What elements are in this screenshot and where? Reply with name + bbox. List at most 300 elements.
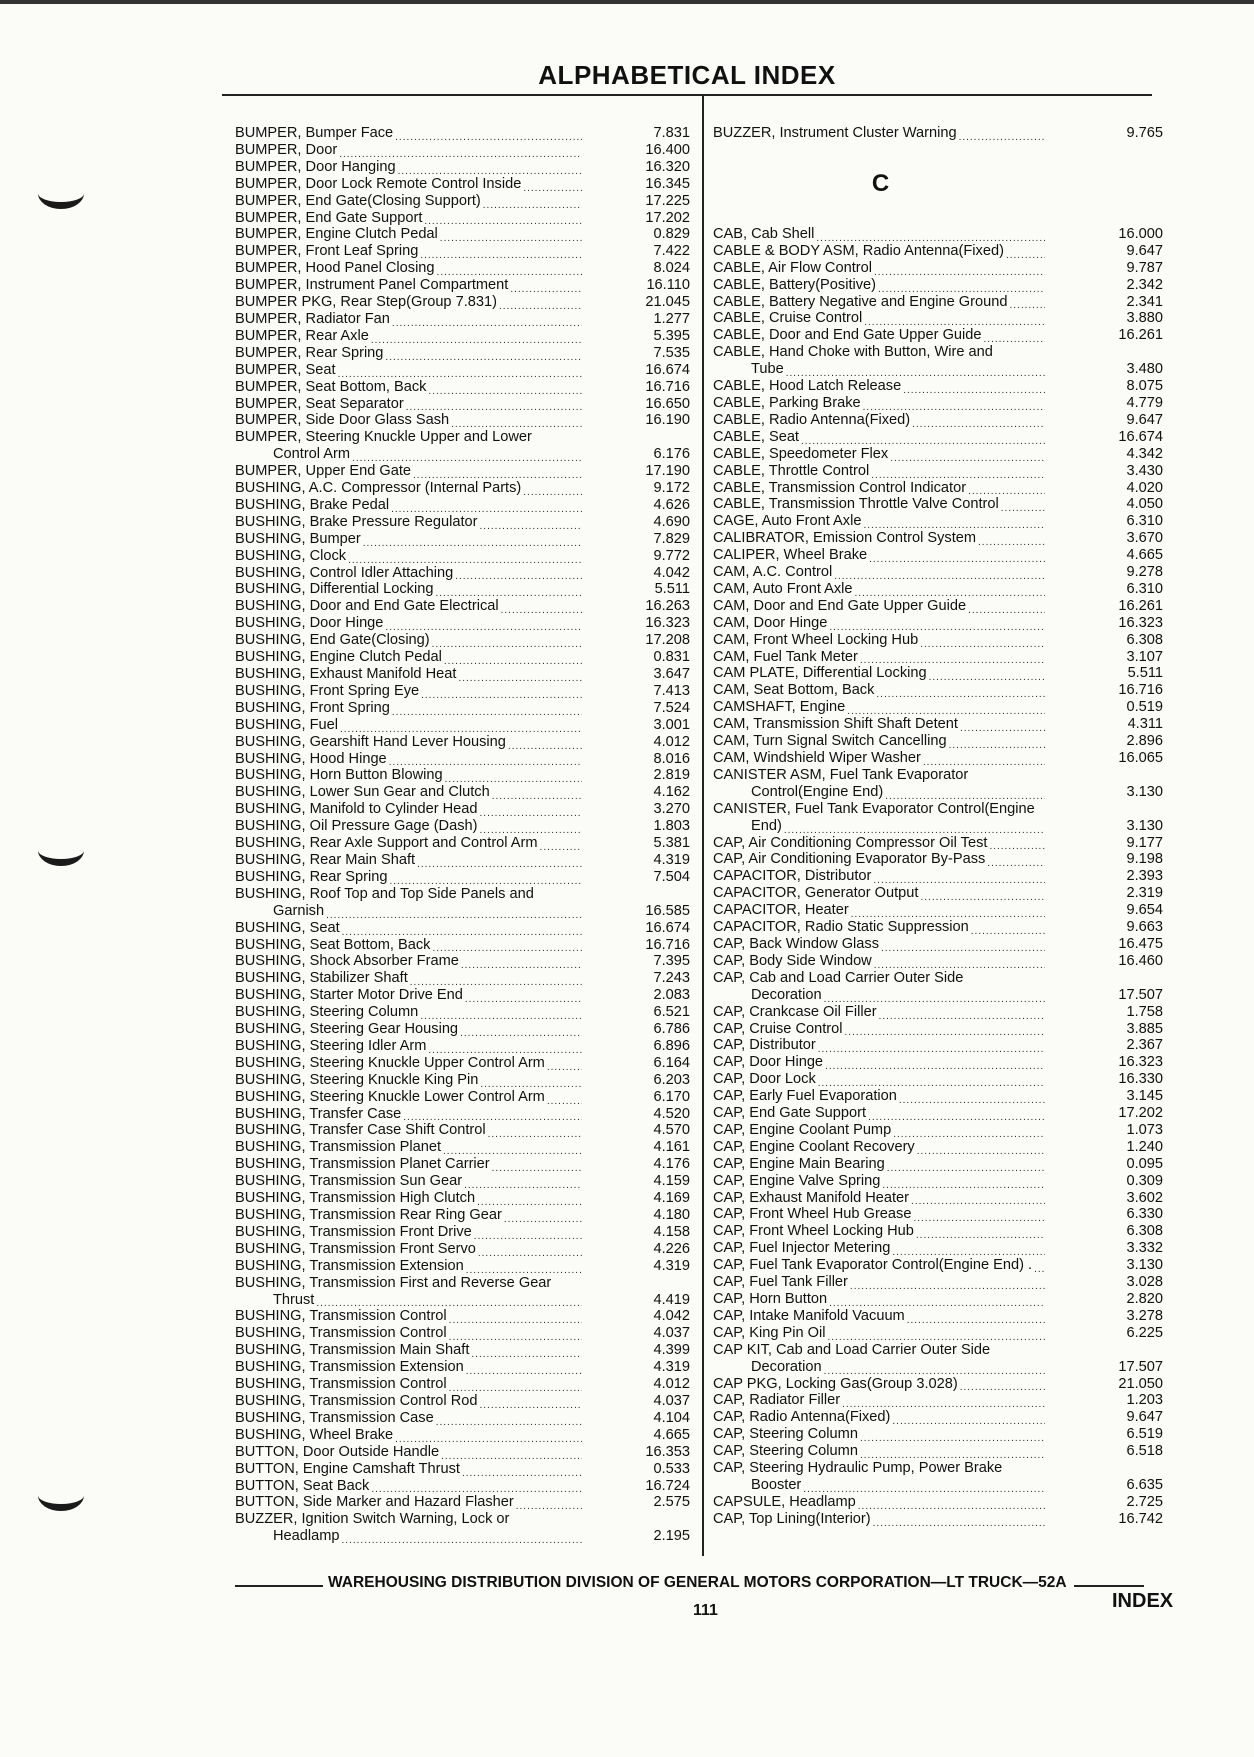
entry-row bbox=[713, 1494, 1163, 1511]
entry-label: CAP, Body Side Window bbox=[713, 952, 872, 969]
index-entry bbox=[235, 1156, 690, 1173]
dot-leader bbox=[421, 686, 582, 700]
entry-label: CANISTER, Fuel Tank Evaporator Control(Engine bbox=[713, 800, 1035, 817]
entry-row bbox=[235, 987, 690, 1004]
entry-page-number: 7.243 bbox=[653, 970, 690, 987]
entry-page-number: 2.725 bbox=[1126, 1493, 1163, 1510]
entry-row bbox=[713, 1392, 1163, 1409]
dot-leader bbox=[873, 871, 1045, 885]
header-rule bbox=[222, 94, 1152, 96]
entry-label: CABLE, Door and End Gate Upper Guide bbox=[713, 327, 982, 344]
entry-page-number: 6.176 bbox=[653, 446, 690, 463]
dot-leader bbox=[899, 1091, 1045, 1105]
entry-row bbox=[713, 1240, 1163, 1257]
entry-row bbox=[235, 396, 690, 413]
entry-row bbox=[713, 1376, 1163, 1393]
entry-label: BUMPER, Seat bbox=[235, 361, 336, 378]
dot-leader bbox=[903, 381, 1045, 395]
entry-row bbox=[713, 750, 1163, 767]
dot-leader bbox=[959, 128, 1045, 142]
dot-leader bbox=[465, 990, 582, 1004]
entry-row bbox=[235, 970, 690, 987]
entry-row bbox=[713, 1004, 1163, 1021]
index-column-right bbox=[713, 125, 1163, 1528]
dot-leader bbox=[949, 736, 1045, 750]
entry-page-number: 3.880 bbox=[1126, 310, 1163, 327]
index-entry bbox=[713, 902, 1163, 919]
dot-leader bbox=[338, 365, 582, 379]
entry-page-number: 4.037 bbox=[653, 1392, 690, 1409]
entry-page-number: 6.203 bbox=[653, 1071, 690, 1088]
entry-row bbox=[235, 1089, 690, 1106]
entry-label: CAM, A.C. Control bbox=[713, 564, 833, 581]
index-entry bbox=[713, 226, 1163, 243]
dot-leader bbox=[371, 331, 582, 345]
entry-row bbox=[713, 936, 1163, 953]
dot-leader bbox=[876, 685, 1045, 699]
dot-leader bbox=[834, 567, 1045, 581]
entry-page-number: 16.716 bbox=[645, 378, 690, 395]
entry-label: BUMPER, Engine Clutch Pedal bbox=[235, 226, 438, 243]
dot-leader bbox=[464, 1176, 582, 1190]
dot-leader bbox=[540, 838, 582, 852]
entry-label: BUTTON, Door Outside Handle bbox=[235, 1443, 440, 1460]
entry-row bbox=[235, 801, 690, 818]
entry-label: BUMPER PKG, Rear Step(Group 7.831) bbox=[235, 294, 497, 311]
entry-row bbox=[235, 683, 690, 700]
dot-leader bbox=[816, 229, 1045, 243]
index-entry bbox=[713, 260, 1163, 277]
index-entry bbox=[235, 1139, 690, 1156]
entry-row bbox=[713, 1173, 1163, 1190]
dot-leader bbox=[428, 1041, 582, 1055]
index-entry bbox=[235, 1173, 690, 1190]
dot-leader bbox=[342, 923, 582, 937]
entry-row bbox=[235, 345, 690, 362]
index-entry bbox=[713, 395, 1163, 412]
entry-row bbox=[713, 615, 1163, 632]
entry-page-number: 6.519 bbox=[1126, 1426, 1163, 1443]
entry-label: CAM, Transmission Shift Shaft Detent bbox=[713, 716, 958, 733]
section-label: INDEX bbox=[1112, 1590, 1174, 1612]
entry-label: CAP, Cruise Control bbox=[713, 1020, 843, 1037]
index-entry bbox=[713, 1206, 1163, 1223]
dot-leader bbox=[371, 1480, 582, 1494]
index-entry bbox=[235, 767, 690, 784]
entry-row bbox=[713, 868, 1163, 885]
index-entry bbox=[235, 734, 690, 751]
index-entry bbox=[713, 463, 1163, 480]
entry-row bbox=[235, 1139, 690, 1156]
dot-leader bbox=[1001, 499, 1045, 513]
index-entry bbox=[713, 1325, 1163, 1342]
entry-page-number: 6.164 bbox=[653, 1054, 690, 1071]
index-column-right-top bbox=[713, 125, 1163, 142]
entry-row bbox=[713, 378, 1163, 395]
entry-page-number: 3.278 bbox=[1126, 1307, 1163, 1324]
entry-label: BUMPER, End Gate(Closing Support) bbox=[235, 192, 481, 209]
index-entry bbox=[235, 176, 690, 193]
entry-page-number: 9.772 bbox=[653, 547, 690, 564]
entry-row bbox=[713, 987, 1163, 1004]
index-entry bbox=[713, 1426, 1163, 1443]
dot-leader bbox=[424, 212, 582, 226]
entry-row bbox=[713, 682, 1163, 699]
entry-label: BUSHING, Starter Motor Drive End bbox=[235, 987, 463, 1004]
index-entry bbox=[713, 1511, 1163, 1528]
entry-label: CABLE, Parking Brake bbox=[713, 394, 861, 411]
entry-page-number: 9.647 bbox=[1126, 1409, 1163, 1426]
dot-leader bbox=[873, 1514, 1045, 1528]
entry-label: BUSHING, Stabilizer Shaft bbox=[235, 970, 408, 987]
entry-label: BUMPER, Rear Spring bbox=[235, 344, 384, 361]
dot-leader bbox=[842, 1395, 1045, 1409]
dot-leader bbox=[863, 398, 1045, 412]
index-entry bbox=[235, 666, 690, 683]
entry-row bbox=[713, 1122, 1163, 1139]
entry-label: BUSHING, Control Idler Attaching bbox=[235, 564, 454, 581]
entry-page-number: 9.198 bbox=[1126, 851, 1163, 868]
index-entry bbox=[235, 1021, 690, 1038]
entry-page-number: 4.042 bbox=[653, 564, 690, 581]
dot-leader bbox=[492, 787, 582, 801]
entry-row bbox=[235, 1190, 690, 1207]
entry-label: CABLE, Transmission Control Indicator bbox=[713, 479, 967, 496]
index-entry bbox=[235, 1478, 690, 1495]
entry-label-continued: Decoration bbox=[751, 986, 822, 1003]
dot-leader bbox=[488, 1125, 582, 1139]
entry-row bbox=[235, 1461, 690, 1478]
dot-leader bbox=[352, 449, 582, 463]
dot-leader bbox=[510, 280, 582, 294]
dot-leader bbox=[445, 770, 582, 784]
entry-row bbox=[235, 1106, 690, 1123]
index-entry bbox=[713, 733, 1163, 750]
dot-leader bbox=[871, 466, 1045, 480]
entry-row bbox=[235, 818, 690, 835]
index-entry bbox=[713, 530, 1163, 547]
entry-label: CALIBRATOR, Emission Control System bbox=[713, 530, 977, 547]
index-entry bbox=[235, 1190, 690, 1207]
entry-page-number: 4.311 bbox=[1127, 716, 1163, 733]
entry-label: CABLE, Transmission Throttle Valve Control bbox=[713, 496, 999, 513]
index-entry bbox=[235, 1038, 690, 1055]
entry-page-number: 4.180 bbox=[653, 1207, 690, 1223]
entry-page-number: 2.393 bbox=[1126, 868, 1163, 885]
entry-page-number: 9.647 bbox=[1126, 411, 1163, 428]
index-entry bbox=[713, 581, 1163, 598]
dot-leader bbox=[466, 1261, 582, 1275]
entry-row bbox=[235, 666, 690, 683]
entry-label: BUSHING, Rear Axle Support and Control Arm bbox=[235, 835, 538, 852]
dot-leader bbox=[413, 466, 582, 480]
entry-page-number: 6.308 bbox=[1126, 1223, 1163, 1240]
dot-leader bbox=[860, 1446, 1045, 1460]
index-entry bbox=[235, 818, 690, 835]
dot-leader bbox=[879, 1007, 1045, 1021]
dot-leader bbox=[885, 787, 1045, 801]
entry-label: CAPACITOR, Heater bbox=[713, 902, 849, 919]
entry-label: CAP, Fuel Injector Metering bbox=[713, 1240, 891, 1257]
entry-label-continued: Control(Engine End) bbox=[751, 783, 884, 800]
entry-page-number: 3.647 bbox=[653, 666, 690, 682]
entry-page-number: 4.176 bbox=[653, 1156, 690, 1173]
entry-label: CAP, Radiator Filler bbox=[713, 1392, 841, 1409]
entry-row bbox=[235, 615, 690, 632]
entry-row bbox=[235, 1122, 690, 1139]
entry-label: BUSHING, Hood Hinge bbox=[235, 750, 387, 767]
entry-page-number: 16.323 bbox=[1118, 1054, 1163, 1071]
entry-label: CAP, King Pin Oil bbox=[713, 1324, 826, 1341]
entry-label: BUMPER, Side Door Glass Sash bbox=[235, 412, 450, 429]
entry-label: BUSHING, Roof Top and Top Side Panels and bbox=[235, 885, 534, 902]
dot-leader bbox=[477, 1193, 582, 1207]
entry-row bbox=[235, 1478, 690, 1495]
index-entry bbox=[713, 327, 1163, 344]
entry-label: CAPACITOR, Radio Static Suppression bbox=[713, 919, 969, 936]
entry-label: CAM, Fuel Tank Meter bbox=[713, 648, 858, 665]
dot-leader bbox=[339, 145, 582, 159]
entry-label: BUMPER, Instrument Panel Compartment bbox=[235, 277, 509, 294]
index-entry bbox=[713, 1291, 1163, 1308]
entry-label: BUMPER, Rear Axle bbox=[235, 327, 369, 344]
entry-label: BUMPER, Seat Bottom, Back bbox=[235, 378, 427, 395]
index-entry bbox=[713, 1257, 1163, 1274]
entry-label: CAP PKG, Locking Gas(Group 3.028) bbox=[713, 1375, 958, 1392]
entry-page-number: 16.353 bbox=[645, 1443, 690, 1460]
entry-page-number: 16.263 bbox=[645, 598, 690, 615]
entry-label: BUSHING, Transmission Front Servo bbox=[235, 1240, 476, 1257]
index-entry bbox=[235, 159, 690, 176]
dot-leader bbox=[920, 888, 1045, 902]
entry-label: BUMPER, Seat Separator bbox=[235, 395, 404, 412]
index-entry bbox=[713, 496, 1163, 513]
entry-page-number: 17.202 bbox=[645, 209, 690, 226]
entry-page-number: 7.395 bbox=[653, 953, 690, 970]
entry-row bbox=[713, 953, 1163, 970]
index-entry bbox=[235, 193, 690, 210]
entry-label-continued: Thrust bbox=[273, 1291, 315, 1308]
index-entry bbox=[235, 396, 690, 413]
entry-page-number: 16.674 bbox=[645, 361, 690, 378]
entry-page-number: 9.177 bbox=[1126, 834, 1163, 851]
entry-row bbox=[713, 1156, 1163, 1173]
entry-label: BUSHING, Transmission Extension bbox=[235, 1359, 464, 1376]
entry-label: BUSHING, Transmission High Clutch bbox=[235, 1190, 476, 1207]
dot-leader bbox=[440, 229, 582, 243]
entry-page-number: 7.831 bbox=[653, 125, 690, 141]
entry-label: CAP KIT, Cab and Load Carrier Outer Side bbox=[713, 1341, 991, 1358]
entry-row bbox=[235, 260, 690, 277]
entry-page-number: 5.395 bbox=[653, 327, 690, 344]
entry-page-number: 16.323 bbox=[1118, 614, 1163, 631]
index-entry bbox=[713, 1308, 1163, 1325]
dot-leader bbox=[929, 668, 1045, 682]
dot-leader bbox=[455, 567, 582, 581]
dot-leader bbox=[858, 1497, 1045, 1511]
index-entry bbox=[713, 446, 1163, 463]
index-entry bbox=[235, 125, 690, 142]
index-entry bbox=[713, 851, 1163, 868]
dot-leader bbox=[847, 702, 1045, 716]
entry-label: CALIPER, Wheel Brake bbox=[713, 547, 868, 564]
dot-leader bbox=[428, 382, 582, 396]
index-entry bbox=[713, 1139, 1163, 1156]
index-entry bbox=[235, 497, 690, 514]
index-entry bbox=[235, 970, 690, 987]
dot-leader bbox=[449, 1379, 582, 1393]
index-entry bbox=[713, 919, 1163, 936]
index-entry bbox=[235, 1122, 690, 1139]
index-entry bbox=[713, 513, 1163, 530]
index-entry bbox=[713, 1494, 1163, 1511]
dot-leader bbox=[784, 821, 1045, 835]
dot-leader bbox=[403, 1108, 582, 1122]
entry-label: CAP, Engine Coolant Pump bbox=[713, 1121, 892, 1138]
entry-label: BUTTON, Engine Camshaft Thrust bbox=[235, 1460, 460, 1477]
index-entry bbox=[235, 987, 690, 1004]
entry-label: BUSHING, Transmission Case bbox=[235, 1409, 434, 1426]
index-entry bbox=[235, 784, 690, 801]
dot-leader bbox=[829, 618, 1045, 632]
entry-page-number: 3.130 bbox=[1126, 817, 1163, 834]
dot-leader bbox=[316, 1294, 582, 1308]
index-entry bbox=[235, 1342, 690, 1359]
entry-label: BUMPER, Front Leaf Spring bbox=[235, 243, 419, 260]
entry-label: CAP, Distributor bbox=[713, 1037, 816, 1054]
entry-label: CABLE & BODY ASM, Radio Antenna(Fixed) bbox=[713, 242, 1004, 259]
index-entry bbox=[713, 1190, 1163, 1207]
dot-leader bbox=[845, 1023, 1045, 1037]
entry-row bbox=[713, 1443, 1163, 1460]
dot-leader bbox=[326, 906, 582, 920]
entry-label: CAB, Cab Shell bbox=[713, 225, 815, 242]
entry-label: CAP, Steering Column bbox=[713, 1426, 858, 1443]
entry-row bbox=[235, 125, 690, 142]
entry-row bbox=[235, 903, 690, 920]
entry-label: BUSHING, Wheel Brake bbox=[235, 1426, 394, 1443]
index-entry bbox=[713, 1122, 1163, 1139]
entry-row bbox=[235, 1207, 690, 1224]
entry-row bbox=[713, 1325, 1163, 1342]
index-entry bbox=[713, 1071, 1163, 1088]
entry-label: BUSHING, Steering Column bbox=[235, 1004, 419, 1021]
index-entry bbox=[713, 1392, 1163, 1409]
entry-label: CAP, Engine Coolant Recovery bbox=[713, 1138, 915, 1155]
entry-label: BUZZER, Ignition Switch Warning, Lock or bbox=[235, 1511, 510, 1528]
entry-row bbox=[713, 885, 1163, 902]
entry-page-number: 3.602 bbox=[1126, 1189, 1163, 1206]
entry-label: CAPACITOR, Distributor bbox=[713, 868, 872, 885]
entry-page-number: 5.381 bbox=[653, 835, 690, 852]
index-entry bbox=[235, 226, 690, 243]
entry-row bbox=[235, 328, 690, 345]
entry-page-number: 4.690 bbox=[653, 513, 690, 530]
entry-row bbox=[235, 412, 690, 429]
index-entry bbox=[713, 344, 1163, 378]
entry-label: CABLE, Battery(Positive) bbox=[713, 276, 877, 293]
entry-label: BUSHING, Front Spring Eye bbox=[235, 682, 420, 699]
dot-leader bbox=[864, 313, 1045, 327]
entry-row bbox=[713, 1409, 1163, 1426]
entry-label: CAP, Air Conditioning Compressor Oil Test bbox=[713, 834, 988, 851]
dot-leader bbox=[786, 364, 1045, 378]
binder-hole-mark bbox=[38, 178, 84, 209]
entry-row bbox=[235, 920, 690, 937]
entry-page-number: 7.535 bbox=[653, 344, 690, 361]
dot-leader bbox=[1009, 296, 1045, 310]
entry-page-number: 2.575 bbox=[653, 1494, 690, 1511]
index-entry bbox=[235, 412, 690, 429]
index-entry bbox=[235, 463, 690, 480]
dot-leader bbox=[863, 516, 1045, 530]
index-entry bbox=[713, 1037, 1163, 1054]
entry-row bbox=[235, 1494, 690, 1511]
entry-page-number: 21.045 bbox=[645, 294, 690, 311]
entry-label: CAM, Door and End Gate Upper Guide bbox=[713, 597, 967, 614]
entry-page-number: 4.319 bbox=[653, 851, 690, 868]
entry-label: BUSHING, Seat Bottom, Back bbox=[235, 936, 431, 953]
entry-page-number: 17.225 bbox=[645, 192, 690, 209]
entry-row bbox=[713, 513, 1163, 530]
index-entry bbox=[713, 1240, 1163, 1257]
entry-row bbox=[713, 1426, 1163, 1443]
entry-page-number: 0.309 bbox=[1126, 1172, 1163, 1189]
dot-leader bbox=[480, 821, 583, 835]
entry-page-number: 9.787 bbox=[1126, 259, 1163, 276]
entry-page-number: 8.024 bbox=[653, 260, 690, 277]
dot-leader bbox=[882, 1176, 1045, 1190]
index-entry bbox=[235, 362, 690, 379]
index-entry bbox=[713, 1342, 1163, 1376]
entry-row bbox=[713, 699, 1163, 716]
index-entry bbox=[235, 277, 690, 294]
entry-row bbox=[235, 1004, 690, 1021]
index-entry bbox=[235, 886, 690, 920]
entry-label: CABLE, Throttle Control bbox=[713, 462, 870, 479]
entry-row bbox=[713, 598, 1163, 615]
entry-page-number: 5.511 bbox=[654, 581, 690, 598]
index-entry bbox=[235, 683, 690, 700]
entry-row bbox=[235, 1410, 690, 1427]
entry-page-number: 4.161 bbox=[653, 1139, 690, 1156]
entry-row bbox=[713, 260, 1163, 277]
dot-leader bbox=[385, 618, 582, 632]
index-entry bbox=[713, 480, 1163, 497]
entry-label-continued: Decoration bbox=[751, 1358, 822, 1375]
entry-row bbox=[713, 294, 1163, 311]
entry-page-number: 9.278 bbox=[1126, 564, 1163, 581]
entry-page-number: 3.885 bbox=[1126, 1020, 1163, 1037]
entry-label: CAPACITOR, Generator Output bbox=[713, 885, 919, 902]
dot-leader bbox=[860, 651, 1045, 665]
entry-page-number: 2.820 bbox=[1126, 1291, 1163, 1307]
entry-label: BUSHING, Transmission Control Rod bbox=[235, 1392, 478, 1409]
section-letter: C bbox=[871, 169, 890, 197]
index-entry bbox=[713, 750, 1163, 767]
entry-row bbox=[713, 480, 1163, 497]
entry-page-number: 16.190 bbox=[645, 412, 690, 429]
page-number: 111 bbox=[693, 1602, 718, 1619]
index-entry bbox=[235, 1444, 690, 1461]
index-entry bbox=[235, 1359, 690, 1376]
entry-label: BUSHING, Clock bbox=[235, 547, 347, 564]
entry-row bbox=[713, 243, 1163, 260]
index-entry bbox=[235, 1106, 690, 1123]
dot-leader bbox=[460, 1024, 582, 1038]
entry-label: BUSHING, Lower Sun Gear and Clutch bbox=[235, 784, 490, 801]
entry-label: BUSHING, Differential Locking bbox=[235, 581, 434, 598]
